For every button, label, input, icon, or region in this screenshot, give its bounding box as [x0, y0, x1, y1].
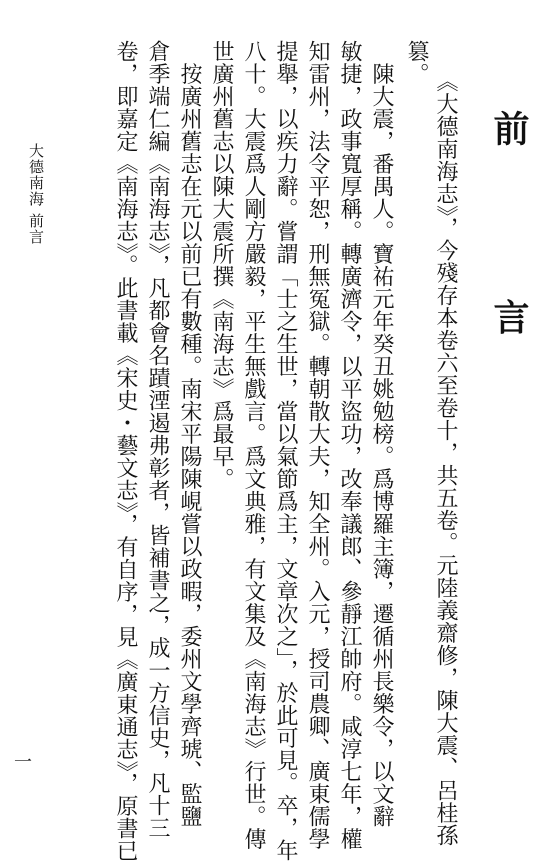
text-column-2: 《大德南海志》，今殘存本卷六至卷十，共五卷。元陸義齋修，陳大震、呂桂孫 [433, 70, 458, 847]
text-column-4: 敏捷，政事寬厚稱。轉廣濟令，以平盜功，改奉議郎、參靜江帥府。咸淳七年，權 [337, 40, 362, 850]
page-title: 前 言 [488, 110, 530, 405]
text-column-7: 八十。大震爲人剛方嚴毅，平生無戲言。爲文典雅，有文集及《南海志》行世。傳 [241, 40, 266, 850]
running-head: 大德南海 前言 [27, 143, 45, 245]
text-column-6: 提舉，以疾力辭。嘗謂「士之生世，當以氣節爲主，文章次之」，於此可見。卒，年 [273, 40, 298, 862]
text-column-9: 按廣州舊志在元以前已有數種。南宋平陽陳峴嘗以政暇，委州文學齊琥、監鹽 [177, 40, 202, 828]
text-column-10: 倉季端仁編《南海志》，凡都會名蹟湮遏弗彰者，皆補書之，成一方信史，凡十三 [145, 40, 170, 839]
text-column-8: 世廣州舊志以陳大震所撰《南海志》爲最早。 [209, 40, 234, 490]
page-number: 一 [14, 752, 32, 773]
text-column-3: 陳大震，番禺人。寶祐元年癸丑姚勉榜。爲博羅主簿，遷循州長樂令，以文辭 [369, 40, 394, 828]
text-column-5: 知雷州，法令平恕，刑無冤獄。轉朝散大夫，知全州。入元，授司農卿、廣東儒學 [305, 40, 330, 850]
text-column-11: 卷，即嘉定《南海志》。此書載《宋史・藝文志》，有自序，見《廣東通志》，原書已 [113, 40, 138, 862]
text-column-1: 篡。 [404, 40, 429, 85]
